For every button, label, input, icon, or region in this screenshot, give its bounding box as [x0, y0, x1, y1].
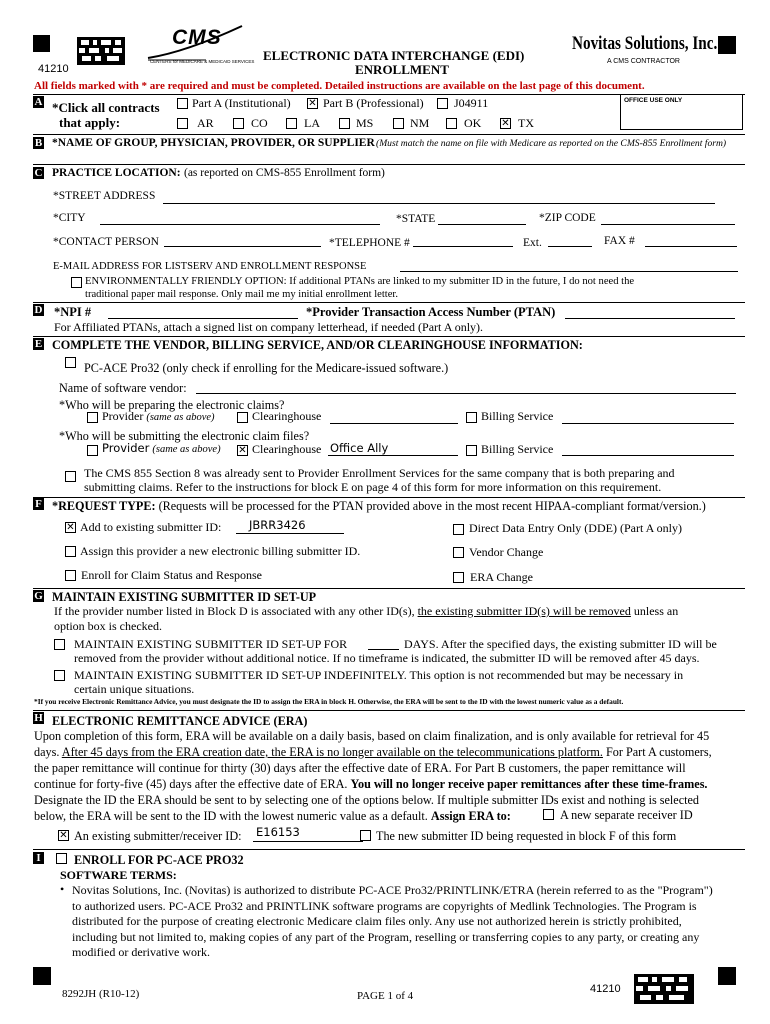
section-g-marker: G	[34, 590, 43, 602]
sub-clearinghouse-checkbox[interactable]: ✕	[238, 445, 247, 456]
eco-option-line2: traditional paper mail response. Only mail me my initial enrollment letter.	[85, 289, 399, 300]
enroll-pcace-label: ENROLL FOR PC-ACE PRO32	[74, 853, 244, 867]
state-nm-label: NM	[410, 116, 430, 130]
prep-provider-text: Provider	[102, 409, 144, 423]
form-code-top: 41210	[38, 63, 69, 75]
new-receiver-label: A new separate receiver ID	[560, 808, 693, 822]
contact-person-field[interactable]	[164, 246, 321, 247]
prep-provider-same: (same as above)	[146, 412, 215, 423]
eco-option-line1: ENVIRONMENTALLY FRIENDLY OPTION: If additional PTANs are linked to my submitter ID in the future, I do not need the	[85, 276, 635, 287]
zip-field[interactable]	[601, 224, 735, 225]
street-address-field[interactable]	[163, 203, 715, 204]
divider-g	[33, 588, 745, 589]
state-nm-checkbox[interactable]	[393, 118, 404, 129]
telephone-label: *TELEPHONE #	[329, 237, 410, 249]
contracts-label-2: that apply:	[59, 115, 121, 130]
era-para-6b: Assign ERA to:	[430, 809, 511, 823]
preparing-question: *Who will be preparing the electronic claims?	[59, 398, 285, 412]
new-receiver-checkbox[interactable]	[543, 809, 554, 820]
company-subtitle: A CMS CONTRACTOR	[607, 58, 680, 65]
state-ok-label: OK	[464, 116, 482, 130]
assign-new-label: Assign this provider a new electronic billing submitter ID.	[80, 544, 361, 558]
office-use-box	[620, 94, 743, 130]
state-tx-checkbox[interactable]: ✕	[501, 118, 510, 129]
prep-provider-checkbox[interactable]	[87, 412, 98, 423]
divider-i	[33, 849, 745, 850]
software-terms-heading: SOFTWARE TERMS:	[60, 868, 177, 882]
section-f-marker: F	[33, 498, 44, 510]
affiliated-ptans-note: For Affiliated PTANs, attach a signed list on company letterhead, if needed (Part A only).	[54, 320, 484, 334]
vendor-change-checkbox[interactable]	[453, 547, 464, 558]
ext-label: Ext.	[523, 237, 542, 249]
era-para-2b: For Part A customers,	[602, 745, 712, 759]
cms-tagline: CENTERS for MEDICARE & MEDICAID SERVICES	[150, 59, 255, 64]
existing-receiver-field	[253, 841, 363, 842]
group-name-label: *NAME OF GROUP, PHYSICIAN, PROVIDER, OR SUPPLIER	[52, 137, 375, 149]
npi-label: *NPI #	[54, 305, 92, 319]
part-b-label: Part B (Professional)	[323, 96, 424, 110]
registration-mark-bottom-right	[718, 967, 736, 985]
section-c-marker: C	[34, 167, 43, 179]
era-para-line2	[34, 745, 712, 759]
era-para-line5: Designate the ID the ERA should be sent to by selecting one of the options below. If multiple submitter IDs exist and nothing is selected	[34, 793, 699, 807]
maintain-para-underlined: the existing submitter ID(s) will be removed	[417, 604, 631, 618]
maintain-indef-line1: MAINTAIN EXISTING SUBMITTER ID SET-UP INDEFINITELY. This option is not recommended but may be necessary in	[74, 668, 684, 682]
state-field[interactable]	[438, 224, 526, 225]
maintain-para-line2: option box is checked.	[54, 619, 162, 633]
cms-logo-swoosh	[146, 22, 246, 62]
sub-billing-checkbox[interactable]	[466, 445, 477, 456]
practice-location-note: (as reported on CMS-855 Enrollment form)	[184, 167, 385, 179]
form-title-line2: ENROLLMENT	[355, 62, 449, 77]
state-tx-label: TX	[518, 116, 534, 130]
prep-clearinghouse-checkbox[interactable]	[237, 412, 248, 423]
maintain-para-a: If the provider number listed in Block D is associated with any other ID(s),	[54, 604, 418, 618]
form-code-bottom: 41210	[590, 983, 621, 995]
enroll-pcace-checkbox[interactable]	[56, 853, 67, 864]
email-field[interactable]	[400, 271, 738, 272]
cms855-checkbox[interactable]	[65, 471, 76, 482]
street-address-label: *STREET ADDRESS	[53, 190, 156, 202]
sub-billing-field[interactable]	[562, 455, 734, 456]
maintain-days-field[interactable]	[368, 649, 399, 650]
era-para-line4	[34, 777, 707, 791]
existing-receiver-label: An existing submitter/receiver ID:	[74, 829, 242, 843]
terms-line5: modified or derivative work.	[72, 945, 210, 959]
cms855-line2: submitting claims. Refer to the instructions for block E on page 4 of this form for more information on this requirement.	[84, 480, 662, 494]
divider-f	[33, 497, 745, 498]
divider-c	[33, 164, 745, 165]
contact-person-label: *CONTACT PERSON	[53, 236, 159, 248]
state-la-checkbox[interactable]	[286, 118, 297, 129]
registration-mark-top-right	[718, 36, 736, 54]
claim-status-label: Enroll for Claim Status and Response	[81, 568, 262, 582]
maintain-days-text-b: DAYS. After the specified days, the existing submitter ID will be	[404, 637, 717, 651]
claim-status-checkbox[interactable]	[65, 570, 76, 581]
state-ok-checkbox[interactable]	[446, 118, 457, 129]
new-requested-checkbox[interactable]	[360, 830, 371, 841]
section-i-marker: I	[33, 852, 44, 864]
cms855-line1: The CMS 855 Section 8 was already sent to Provider Enrollment Services for the same company that is both preparing and	[84, 466, 675, 480]
divider-b	[33, 134, 745, 135]
era-title: ELECTRONIC REMITTANCE ADVICE (ERA)	[52, 714, 308, 728]
ptan-field[interactable]	[565, 318, 735, 319]
pcace-checkbox[interactable]	[65, 357, 76, 368]
cms-logo-text: CMS	[172, 26, 222, 49]
sub-provider-same: (same as above)	[152, 444, 221, 455]
request-type-title: *REQUEST TYPE:	[52, 499, 156, 513]
state-co-label: CO	[251, 116, 268, 130]
dde-checkbox[interactable]	[453, 524, 464, 535]
vendor-name-label: Name of software vendor:	[59, 381, 187, 395]
maintain-para-line1	[54, 605, 678, 619]
era-para-6a: below, the ERA will be sent to the ID with the lowest numeric value as a default.	[34, 809, 431, 823]
sub-provider-checkbox[interactable]	[87, 445, 98, 456]
office-use-label: OFFICE USE ONLY	[624, 97, 683, 104]
era-para-2a: days.	[34, 745, 62, 759]
j04911-checkbox[interactable]	[437, 98, 448, 109]
form-number: 8292JH (R10-12)	[62, 988, 140, 1000]
assign-new-checkbox[interactable]	[65, 546, 76, 557]
j04911-label: J04911	[454, 96, 489, 110]
sub-clearinghouse-field	[328, 455, 458, 456]
section-e-marker: E	[34, 338, 43, 350]
required-note: All fields marked with * are required and must be completed. Detailed instructions are available on the last page of this document.	[34, 80, 645, 92]
terms-line4: including but not limited to, making copies of any part of the Program, reselling or transferring copies to any party, or creating any	[72, 930, 700, 944]
era-para-4a: continue for forty-five (45) days after the effective date of ERA.	[34, 777, 351, 791]
submitter-id-field	[236, 533, 344, 534]
state-ms-label: MS	[356, 116, 374, 130]
city-field[interactable]	[100, 224, 380, 225]
company-name: Novitas Solutions, Inc.	[572, 33, 718, 54]
vendor-change-label: Vendor Change	[469, 545, 544, 559]
maintain-days-line2: removed from the provider without additional notice. If no timeframe is indicated, the submitter ID will be removed after 45 days.	[74, 651, 700, 665]
state-ms-checkbox[interactable]	[339, 118, 350, 129]
section-a-marker: A	[34, 96, 43, 108]
part-a-checkbox[interactable]	[177, 98, 188, 109]
add-existing-checkbox[interactable]: ✕	[66, 522, 75, 533]
part-a-label: Part A (Institutional)	[192, 96, 291, 110]
sub-provider-label	[102, 442, 221, 456]
eco-option-checkbox[interactable]	[71, 277, 82, 288]
section-d-marker: D	[34, 304, 43, 316]
part-b-checkbox[interactable]: ✕	[308, 98, 317, 109]
section-h-marker: H	[34, 712, 43, 724]
vendor-name-field[interactable]	[196, 393, 736, 394]
state-la-label: LA	[304, 116, 320, 130]
barcode-top	[77, 37, 125, 65]
pcace-label: PC-ACE Pro32 (only check if enrolling for the Medicare-issued software.)	[84, 361, 449, 375]
clearinghouse-name-value[interactable]: Office Ally	[330, 441, 389, 455]
request-type-heading	[52, 499, 706, 513]
telephone-field[interactable]	[413, 246, 513, 247]
era-para-2u: After 45 days from the ERA creation date, the ERA is no longer available on the telecommunications platform.	[61, 745, 603, 759]
vendor-section-title: COMPLETE THE VENDOR, BILLING SERVICE, AND/OR CLEARINGHOUSE INFORMATION:	[52, 338, 583, 352]
state-ar-checkbox[interactable]	[177, 118, 188, 129]
contracts-label-1: *Click all contracts	[52, 100, 160, 115]
maintain-days-checkbox[interactable]	[54, 639, 65, 650]
registration-mark-bottom-left	[33, 967, 51, 985]
request-type-note: (Requests will be processed for the PTAN provided above in the most recent HIPAA-compliant format/version.)	[158, 499, 706, 513]
fax-field[interactable]	[645, 246, 737, 247]
barcode-bottom	[634, 974, 694, 1004]
prep-clearinghouse-label: Clearinghouse	[252, 409, 322, 423]
new-requested-label: The new submitter ID being requested in block F of this form	[376, 829, 677, 843]
era-change-label: ERA Change	[470, 570, 533, 584]
terms-line3: distributed for the purpose of creating electronic Medicare claim files only. Any use not authorized herein is strictly prohibited,	[72, 914, 682, 928]
registration-mark-top-left	[33, 35, 50, 52]
state-ar-label: AR	[197, 116, 214, 130]
era-para-line3: the paper remittance will continue for thirty (30) days after the effective date of ERA. For Part B customers, the paper remittance will	[34, 761, 686, 775]
sub-billing-label: Billing Service	[481, 442, 554, 456]
terms-line1: Novitas Solutions, Inc. (Novitas) is authorized to distribute PC-ACE Pro32/PRINTLINK/ETRA (herein referred to as the "Program")	[72, 883, 713, 897]
state-label: *STATE	[396, 213, 436, 225]
era-para-line6	[34, 809, 511, 823]
divider-e	[33, 336, 745, 337]
era-para-line1: Upon completion of this form, ERA will be available on a daily basis, based on claim finalization, and is only available for retrieval for 45	[34, 729, 710, 743]
page-number: PAGE 1 of 4	[357, 990, 414, 1002]
ptan-label: *Provider Transaction Access Number (PTAN)	[306, 305, 556, 319]
prep-billing-field[interactable]	[562, 423, 734, 424]
npi-field[interactable]	[108, 318, 298, 319]
submitting-question: *Who will be submitting the electronic claim files?	[59, 429, 310, 443]
maintain-indef-checkbox[interactable]	[54, 670, 65, 681]
group-name-note: (Must match the name on file with Medicare as reported on the CMS-855 Enrollment form)	[376, 138, 727, 149]
sub-clearinghouse-label: Clearinghouse	[252, 442, 322, 456]
form-title-line1: ELECTRONIC DATA INTERCHANGE (EDI)	[263, 48, 525, 63]
fax-label: FAX #	[604, 235, 635, 247]
maintain-days-text-a: MAINTAIN EXISTING SUBMITTER ID SET-UP FOR	[74, 637, 348, 651]
prep-provider-label	[102, 410, 215, 424]
prep-billing-label: Billing Service	[481, 409, 554, 423]
era-para-4b: You will no longer receive paper remittances after these time-frames.	[350, 777, 708, 791]
existing-receiver-checkbox[interactable]: ✕	[59, 830, 68, 841]
submitter-id-value[interactable]: JBRR3426	[249, 518, 306, 532]
maintain-title: MAINTAIN EXISTING SUBMITTER ID SET-UP	[52, 590, 317, 604]
existing-receiver-value[interactable]: E16153	[256, 825, 300, 839]
divider-h	[33, 710, 745, 711]
divider-d	[33, 302, 745, 303]
prep-clearinghouse-field[interactable]	[330, 423, 458, 424]
terms-line2: to authorized users. PC-ACE Pro32 and PRINTLINK software programs are copyrights of Medlink Technologies. The Program is	[72, 899, 697, 913]
terms-bullet: •	[60, 882, 65, 896]
maintain-para-b: unless an	[630, 604, 679, 618]
maintain-indef-line2: certain unique situations.	[74, 682, 195, 696]
add-existing-label: Add to existing submitter ID:	[80, 520, 222, 534]
city-label: *CITY	[53, 212, 86, 224]
practice-location-label: PRACTICE LOCATION:	[52, 167, 181, 179]
era-default-note: *If you receive Electronic Remittance Advice, you must designate the ID to assign the ERA in block H. Otherwise, the ERA will be sent to the ID with the lowest numeric value as a default.	[34, 697, 624, 706]
prep-billing-checkbox[interactable]	[466, 412, 477, 423]
dde-label: Direct Data Entry Only (DDE) (Part A only)	[469, 521, 682, 535]
state-co-checkbox[interactable]	[233, 118, 244, 129]
email-label: E-MAIL ADDRESS FOR LISTSERV AND ENROLLMENT RESPONSE	[53, 261, 367, 272]
ext-field[interactable]	[548, 246, 592, 247]
sub-provider-text: Provider	[102, 441, 150, 455]
section-b-marker: B	[34, 137, 43, 149]
zip-label: *ZIP CODE	[539, 212, 596, 224]
era-change-checkbox[interactable]	[453, 572, 464, 583]
